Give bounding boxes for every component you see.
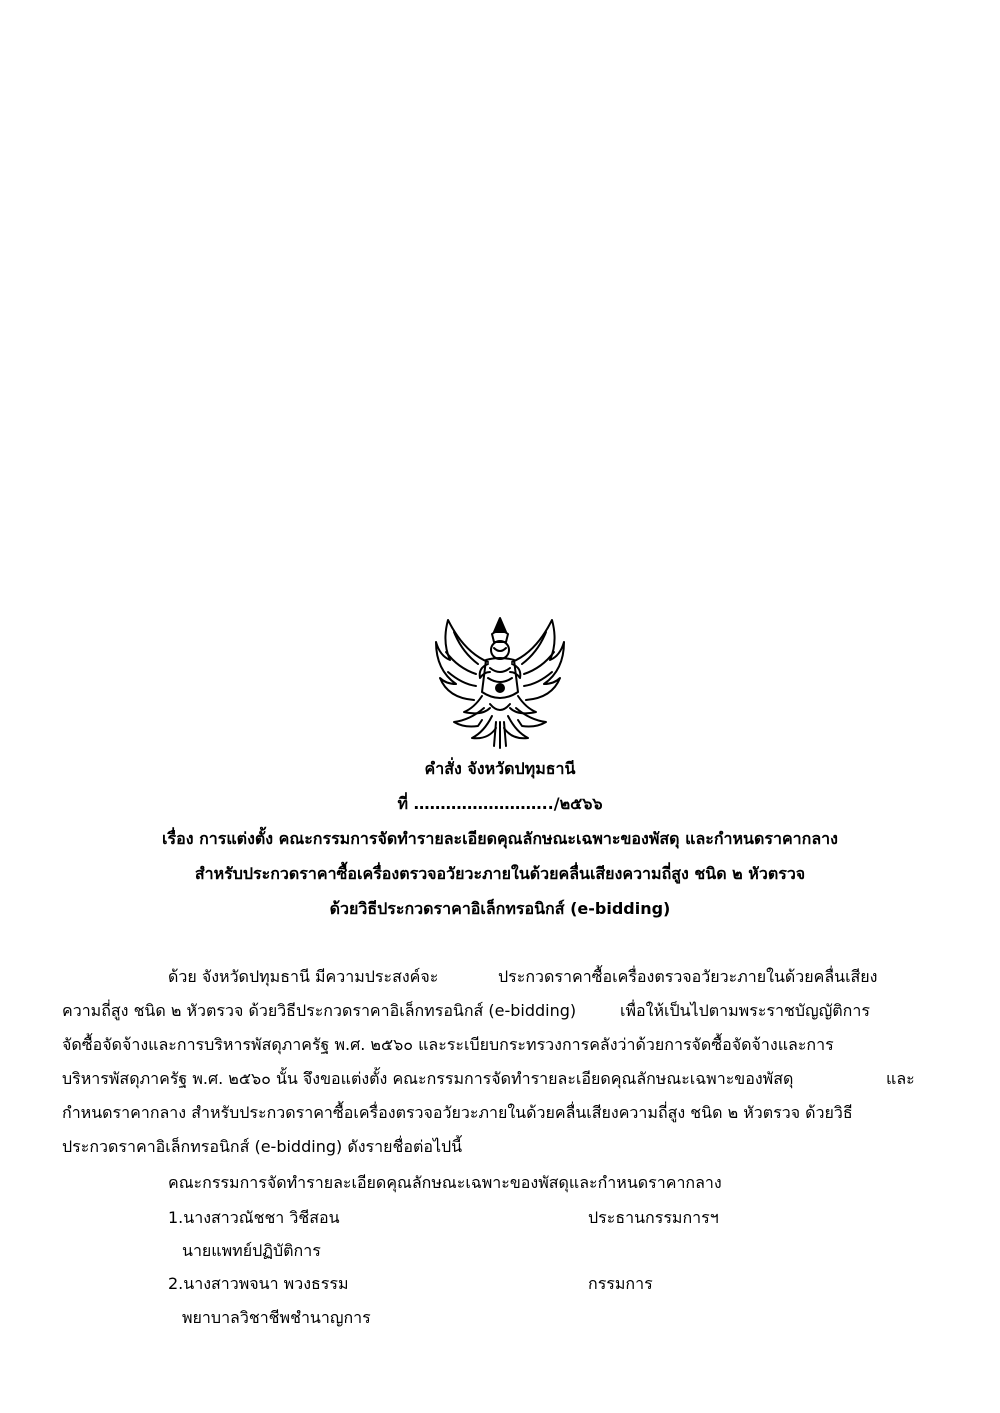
committee-heading: คณะกรรมการจัดทำรายละเอียดคุณลักษณะเฉพาะของพัสดุและกำหนดราคากลาง xyxy=(168,1173,722,1192)
subject-line-2: สำหรับประกวดราคาซื้อเครื่องตรวจอวัยวะภายในด้วยคลื่นเสียงความถี่สูง ชนิด ๒ หัวตรวจ xyxy=(194,864,806,883)
member-2-name: 2.นางสาวพจนา พวงธรรม xyxy=(168,1274,349,1293)
member-1-name: 1.นางสาวณัชชา วิชีสอน xyxy=(168,1208,340,1227)
subject-line-1: เรื่อง การแต่งตั้ง คณะกรรมการจัดทำรายละเอียดคุณลักษณะเฉพาะของพัสดุ และกำหนดราคากลาง xyxy=(162,829,838,848)
body-line-4b: และ xyxy=(886,1069,915,1088)
body-line-2a: ความถี่สูง ชนิด ๒ หัวตรวจ ด้วยวิธีประกวดราคาอิเล็กทรอนิกส์ (e-bidding) xyxy=(62,1001,577,1020)
body-line-1b: ประกวดราคาซื้อเครื่องตรวจอวัยวะภายในด้วยคลื่นเสียง xyxy=(498,967,878,986)
body-line-4a: บริหารพัสดุภาครัฐ พ.ศ. ๒๕๖๐ นั้น จึงขอแต่งตั้ง คณะกรรมการจัดทำรายละเอียดคุณลักษณะเฉพาะของพัสดุ xyxy=(62,1069,794,1088)
member-2-position: พยาบาลวิชาชีพชำนาญการ xyxy=(182,1308,371,1327)
garuda-emblem-icon xyxy=(434,612,566,752)
member-2-role: กรรมการ xyxy=(588,1274,653,1293)
body-line-1a: ด้วย จังหวัดปทุมธานี มีความประสงค์จะ xyxy=(168,967,439,986)
subject-line-3: ด้วยวิธีประกวดราคาอิเล็กทรอนิกส์ (e-bidding) xyxy=(329,899,671,918)
member-1-role: ประธานกรรมการฯ xyxy=(588,1208,719,1227)
order-title: คำสั่ง จังหวัดปทุมธานี xyxy=(424,759,576,778)
body-line-3: จัดซื้อจัดจ้างและการบริหารพัสดุภาครัฐ พ.ศ. ๒๕๖๐ และระเบียบกระทรวงการคลังว่าด้วยการจัดซื้อจัดจ้างและการ xyxy=(62,1035,834,1054)
body-line-2b: เพื่อให้เป็นไปตามพระราชบัญญัติการ xyxy=(620,1001,870,1020)
body-line-6: ประกวดราคาอิเล็กทรอนิกส์ (e-bidding) ดังรายชื่อต่อไปนี้ xyxy=(62,1137,463,1156)
order-number: ที่ ……………………../๒๕๖๖ xyxy=(397,794,603,813)
member-1-position: นายแพทย์ปฏิบัติการ xyxy=(182,1241,321,1260)
body-line-5: กำหนดราคากลาง สำหรับประกวดราคาซื้อเครื่องตรวจอวัยวะภายในด้วยคลื่นเสียงความถี่สูง ชนิด ๒ หัวตรวจ ด้วยวิธี xyxy=(62,1103,853,1122)
